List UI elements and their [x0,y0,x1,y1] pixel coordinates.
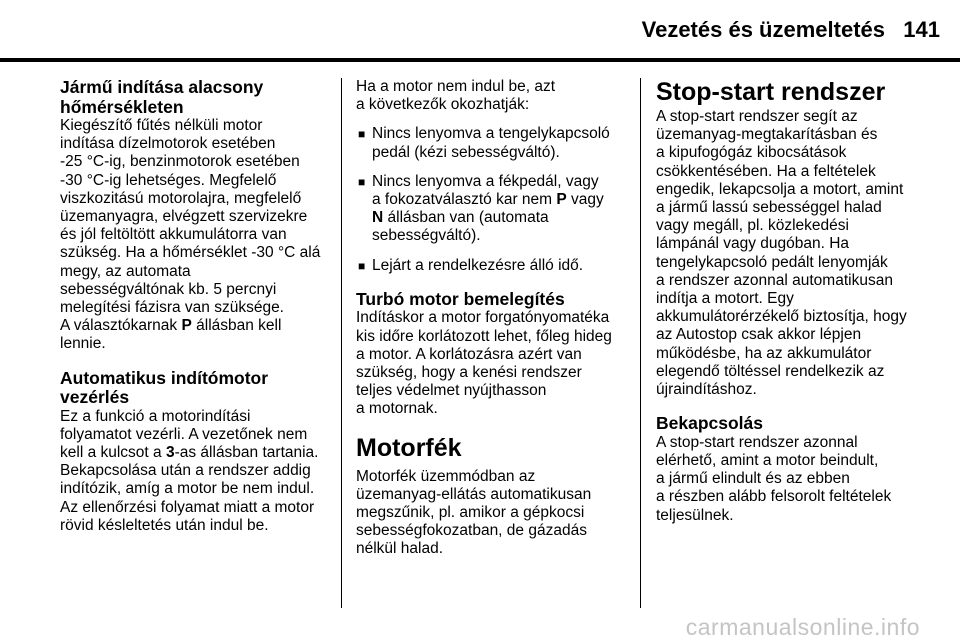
section-title-stop-start: Stop-start rendszer [656,78,886,106]
header-title: Vezetés és üzemeltetés [641,17,885,42]
paragraph-engine-brake: Motorfék üzemmódban az üzemanyag-ellátás automatikusan megszűnik, pl. amikor a gépkocsi sebességfokozatban, de gázadás nélkül halad. [356,467,592,558]
header-rule [0,58,960,62]
section-title-auto-starter: Automatikus indítómotor vezérlés [60,367,269,408]
paragraph-stop-start: A stop-start rendszer segít az üzemanyag-megtakarításban és a kipufogógáz kibocsátások csökkentésében. Ha a feltételek engedik, lekapcsolja a motort, amint a jármű lassú sebességgel halad vagy megáll, pl. közlekedési lámpánál vagy dugóban. Ha tengelykapcsoló pedált lenyomják a rendszer azonnal automatikusan indítja a motort. Egy akkumulátorérzékelő biztosítja, hogy az Autostop csak akkor lépjen működésbe, ha az akkumulátor elegendő töltéssel rendelkezik az újraindításhoz. [656,108,907,399]
column-divider-1 [341,78,342,608]
bullet-square-icon: ■ [358,127,366,142]
bullet-square-icon: ■ [358,174,366,189]
watermark: carmanualsonline.info [685,614,920,640]
page-number: 141 [903,17,940,42]
column-divider-2 [640,78,641,608]
section-title-engine-brake: Motorfék [356,433,462,462]
column-3 [656,78,926,525]
paragraph-turbo: Indításkor a motor forgatónyomatéka kis időre korlátozott lehet, főleg hideg a motor. A korlátozásra azért van szükség, hogy a kenési rendszer teljes védelmet nyújthasson a motornak. [356,309,612,418]
list-item: ■ Lejárt a rendelkezésre álló idő. [358,256,584,274]
section-title-activation: Bekapcsolás [656,413,764,434]
column-1 [60,78,330,535]
bullet-square-icon: ■ [358,258,366,273]
column-2 [356,78,626,559]
list-item: ■ Nincs lenyomva a tengelykapcsoló pedál (kézi sebességváltó). [358,125,610,161]
paragraph-activation: A stop-start rendszer azonnal elérhető, amint a motor beindult, a jármű elindult és az ebben a részben alább felsorolt feltételek teljesülnek. [656,433,892,524]
paragraph-auto-starter: Ez a funkció a motorindítási folyamatot vezérli. A vezetőnek nem kell a kulcsot a 3-as állásban tartania. Bekapcsolása után a rendszer addig indítózik, amíg a motor be nem indul. Az ellenőrzési folyamat miatt a motor rövid késleltetés után indul be. [60,407,319,534]
section-title-cold-start: Jármű indítása alacsony hőmérsékleten [60,77,264,117]
paragraph-cold-start: Kiegészítő fűtés nélküli motor indítása dízelmotorok esetében -25 °C-ig, benzinmotorok esetében -30 °C-ig lehetséges. Megfelelő viszkozitású motorolajra, megfelelő üzemanyagra, elvégzett szervizekre és jól feltöltött akkumulátorra van szükség. Ha a hőmérséklet -30 °C alá megy, az automata sebességváltónak kb. 5 percnyi melegítési fázisra van szüksége. A választókarnak P állásban kell lennie. [60,117,321,353]
list-item: ■ Nincs lenyomva a fékpedál, vagy a fokozatválasztó kar nem P vagy N állásban van (automata sebességváltó). [358,172,604,245]
section-title-turbo: Turbó motor bemelegítés [356,288,565,309]
paragraph-intro: Ha a motor nem indul be, azt a következők okozhatják: [356,78,556,114]
